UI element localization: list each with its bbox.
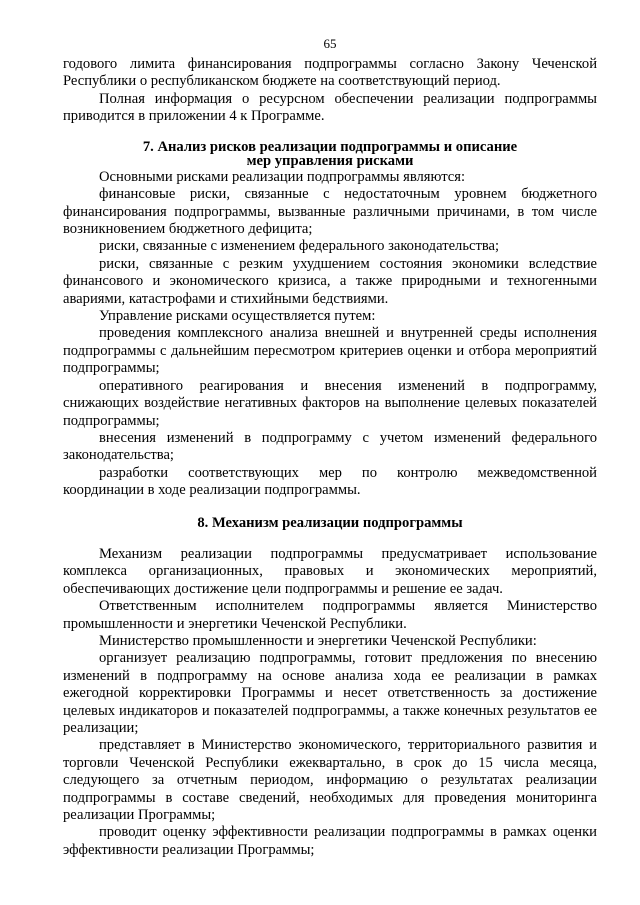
paragraph: внесения изменений в подпрограмму с учетом изменений федерального законодательства; [63, 429, 597, 464]
section-7-title-line-1: 7. Анализ рисков реализации подпрограммы и описание [142, 138, 518, 155]
paragraph: Ответственным исполнителем подпрограммы является Министерство промышленности и энергетики Чеченской Республики. [63, 598, 597, 632]
paragraph: представляет в Министерство экономического, территориального развития и торговли Чеченской Республики ежеквартально, в срок до 15 числа месяца, следующего за отчетным периодом, информацию о результатах реализации подпрограммы в составе сведений, необходимых для проведения мониторинга реализации Программы; [63, 737, 597, 824]
paragraph: Полная информация о ресурсном обеспечении реализации подпрограммы приводится в приложении 4 к Программе. [63, 90, 597, 125]
section-8-heading: 8. Механизм реализации подпрограммы [197, 514, 463, 531]
paragraph: риски, связанные с изменением федерального законодательства; [99, 238, 500, 255]
paragraph: разработки соответствующих мер по контролю межведомственной координации в ходе реализации подпрограммы. [63, 464, 597, 499]
paragraph: проведения комплексного анализа внешней и внутренней среды исполнения подпрограммы с дальнейшим пересмотром критериев оценки и отбора мероприятий подпрограммы; [63, 325, 597, 377]
paragraph: оперативного реагирования и внесения изменений в подпрограмму, снижающих воздействие негативных факторов на выполнение целевых показателей подпрограммы; [63, 377, 597, 429]
paragraph: Основными рисками реализации подпрограммы являются: [99, 168, 466, 185]
paragraph: Механизм реализации подпрограммы предусматривает использование комплекса организационных, правовых и экономических мероприятий, обеспечивающих достижение цели подпрограммы и решение ее задач. [63, 545, 597, 597]
page-number: 65 [323, 36, 337, 51]
section-7-title-line-2: мер управления рисками [246, 153, 414, 170]
section-7-heading [63, 140, 597, 169]
paragraph: Министерство промышленности и энергетики Чеченской Республики: [99, 632, 537, 649]
paragraph: организует реализацию подпрограммы, готовит предложения по внесению изменений в подпрограмму на основе анализа хода ее реализации в рамках ежегодной корректировки Программы и несет ответственность за достижение целевых индикаторов и показателей подпрограммы, а также конечных результатов ее реализации; [63, 650, 597, 736]
paragraph: годового лимита финансирования подпрограммы согласно Закону Чеченской Республики о республиканском бюджете на соответствующий период. [63, 56, 597, 90]
paragraph: Управление рисками осуществляется путем: [99, 308, 376, 325]
paragraph: проводит оценку эффективности реализации подпрограммы в рамках оценки эффективности реализации Программы; [63, 824, 597, 858]
document-page [63, 36, 597, 859]
paragraph: финансовые риски, связанные с недостаточным уровнем бюджетного финансирования подпрограммы, вызванные различными причинами, в том числе возникновением бюджетного дефицита; [63, 186, 597, 238]
paragraph: риски, связанные с резким ухудшением состояния экономики вследствие финансового и экономического кризиса, а также природными и техногенными авариями, катастрофами и стихийными бедствиями. [63, 255, 597, 307]
